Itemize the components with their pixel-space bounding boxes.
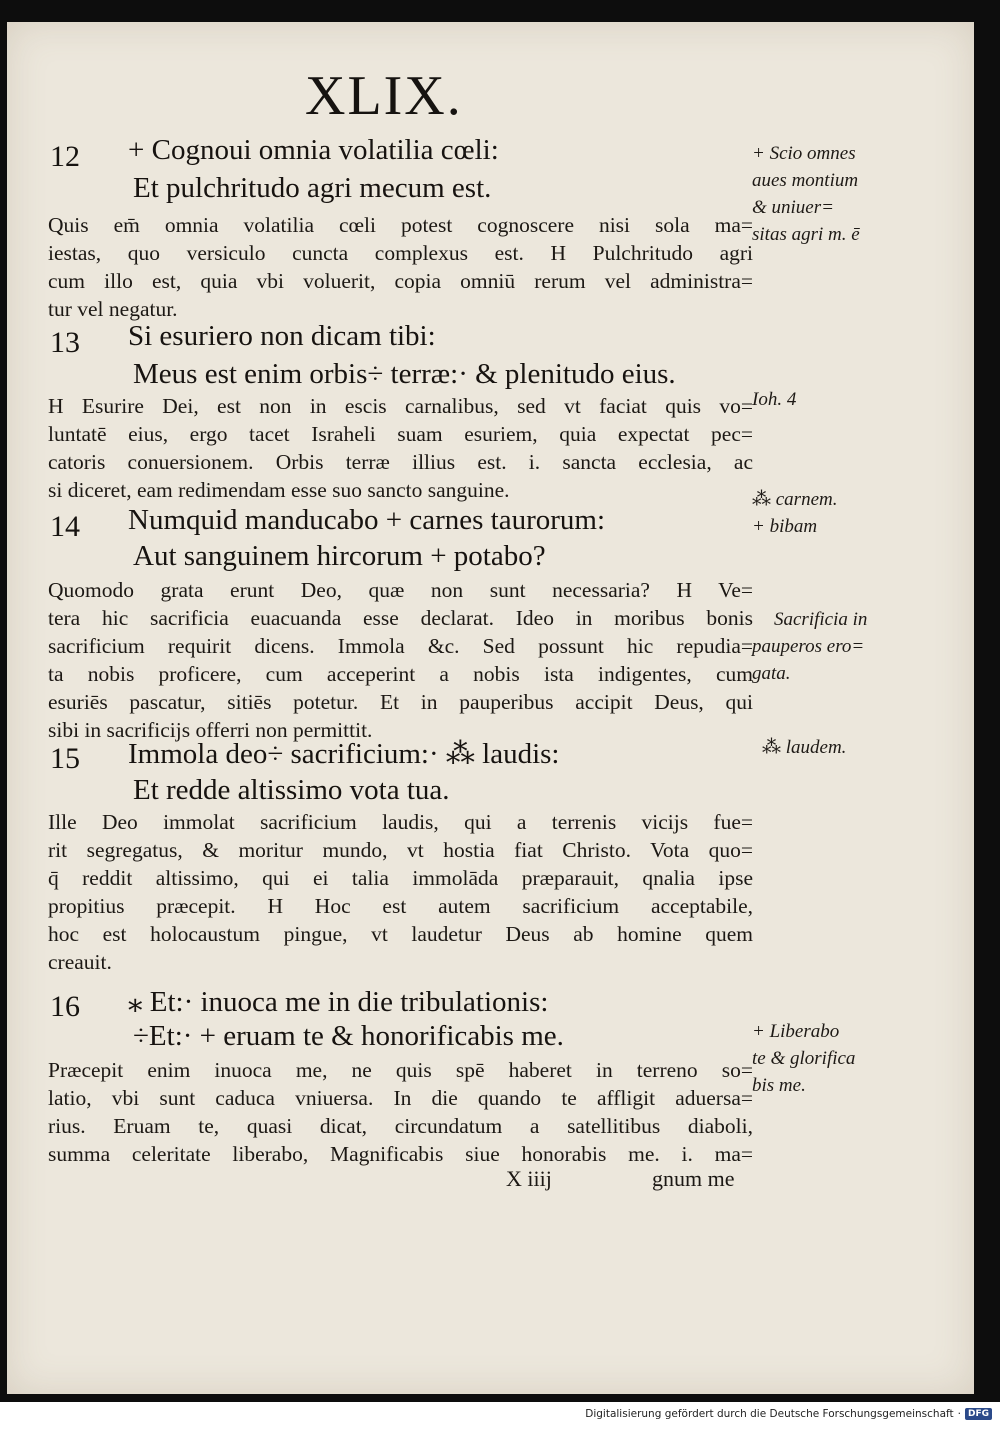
verse-line: Aut sanguinem hircorum + potabo? bbox=[133, 540, 546, 572]
catchword: gnum me bbox=[652, 1166, 735, 1191]
commentary-line: catoris conuersionem. Orbis terræ illius est. i. sancta ecclesia, ac bbox=[48, 450, 753, 474]
verse-number: 13 bbox=[50, 326, 80, 359]
commentary-line: esuriēs pascatur, sitiēs potetur. Et in pauperibus accipit Deus, qui bbox=[48, 690, 753, 714]
verse-number: 12 bbox=[50, 140, 80, 173]
credit-separator: · bbox=[957, 1408, 961, 1420]
commentary-line: rit segregatus, & moritur mundo, vt hostia fiat Christo. Vota quo= bbox=[48, 838, 753, 862]
marginal-line: pauperos ero= bbox=[752, 636, 865, 657]
marginal-line: aues montium bbox=[752, 170, 859, 191]
marginal-line: + bibam bbox=[752, 516, 818, 537]
commentary-line: Quis em̄ omnia volatilia cœli potest cognoscere nisi sola ma= bbox=[48, 213, 753, 237]
marginal-note bbox=[752, 140, 902, 248]
commentary-line: cum illo est, quia vbi voluerit, copia omniū rerum vel administra= bbox=[48, 269, 753, 293]
verse-line: ⁎ Et:· inuoca me in die tribulationis: bbox=[128, 986, 549, 1018]
marginal-line: + Scio omnes bbox=[752, 143, 856, 164]
marginal-line: + Liberabo bbox=[752, 1021, 840, 1042]
marginal-line: te & glorifica bbox=[752, 1048, 856, 1069]
commentary-line: rius. Eruam te, quasi dicat, circundatum a satellitibus diaboli, bbox=[48, 1114, 753, 1138]
verse-line: Si esuriero non dicam tibi: bbox=[128, 320, 436, 352]
marginal-note bbox=[752, 386, 902, 413]
marginal-line: Ioh. 4 bbox=[752, 389, 797, 410]
folio-number: XLIX. bbox=[305, 65, 463, 127]
verse-line: Numquid manducabo + carnes taurorum: bbox=[128, 504, 605, 536]
commentary-line: si diceret, eam redimendam esse suo sancto sanguine. bbox=[48, 478, 510, 502]
verse-number: 15 bbox=[50, 742, 80, 775]
commentary-line: summa celeritate liberabo, Magnificabis siue honorabis me. i. ma= bbox=[48, 1142, 753, 1166]
marginal-line: bis me. bbox=[752, 1075, 806, 1096]
marginal-note bbox=[752, 1018, 902, 1099]
verse-line: Et pulchritudo agri mecum est. bbox=[133, 172, 492, 204]
commentary-block bbox=[48, 808, 753, 976]
marginal-note bbox=[752, 486, 902, 687]
marginal-line: Sacrificia in bbox=[774, 609, 868, 630]
marginal-line: sitas agri m. ē bbox=[752, 224, 860, 245]
commentary-line: tera hic sacrificia euacuanda esse declarat. Ideo in moribus bonis bbox=[48, 606, 753, 630]
commentary-line: propitius præcepit. H Hoc est autem sacrificium acceptabile, bbox=[48, 894, 753, 918]
marginal-line: ⁂ laudem. bbox=[762, 737, 847, 758]
commentary-line: ta nobis proficere, cum acceperint a nobis ista indigentes, cum bbox=[48, 662, 753, 686]
commentary-line: q̄ reddit altissimo, qui ei talia immolāda præparauit, qnalia ipse bbox=[48, 866, 753, 890]
verse-number: 14 bbox=[50, 510, 80, 543]
commentary-line: Quomodo grata erunt Deo, quæ non sunt necessaria? H Ve= bbox=[48, 578, 753, 602]
commentary-line: sacrificium requirit dicens. Immola &c. Sed possunt hic repudia= bbox=[48, 634, 753, 658]
commentary-line: tur vel negatur. bbox=[48, 297, 178, 321]
commentary-block bbox=[48, 211, 753, 323]
commentary-line: Præcepit enim inuoca me, ne quis spē haberet in terreno so= bbox=[48, 1058, 753, 1082]
commentary-line: H Esurire Dei, est non in escis carnalibus, sed vt faciat quis vo= bbox=[48, 394, 753, 418]
verse-line: + Cognoui omnia volatilia cœli: bbox=[128, 134, 499, 166]
verse-line: Meus est enim orbis÷ terræ:· & plenitudo eius. bbox=[133, 358, 676, 390]
digitization-credit bbox=[585, 1408, 992, 1420]
signature-mark: X iiij bbox=[506, 1166, 552, 1191]
commentary-block bbox=[48, 392, 753, 504]
marginal-line: gata. bbox=[752, 663, 791, 684]
commentary-line: sibi in sacrificijs offerri non permittit. bbox=[48, 718, 373, 742]
marginal-line: & uniuer= bbox=[752, 197, 834, 218]
marginal-line: ⁂ carnem. bbox=[752, 489, 838, 510]
verse-line: Immola deo÷ sacrificium:· ⁂ laudis: bbox=[128, 738, 560, 770]
commentary-block bbox=[48, 576, 753, 744]
commentary-line: iestas, quo versiculo cuncta complexus est. H Pulchritudo agri bbox=[48, 241, 753, 265]
commentary-line: latio, vbi sunt caduca vniuersa. In die quando te affligit aduersa= bbox=[48, 1086, 753, 1110]
verse-line: ÷Et:· + eruam te & honorificabis me. bbox=[133, 1020, 564, 1052]
credit-text: Digitalisierung gefördert durch die Deutsche Forschungsgemeinschaft bbox=[585, 1408, 954, 1420]
commentary-line: Ille Deo immolat sacrificium laudis, qui a terrenis vicijs fue= bbox=[48, 810, 753, 834]
verse-line: Et redde altissimo vota tua. bbox=[133, 774, 450, 806]
commentary-line: hoc est holocaustum pingue, vt laudetur Deus ab homine quem bbox=[48, 922, 753, 946]
commentary-line: creauit. bbox=[48, 950, 112, 974]
verse-number: 16 bbox=[50, 990, 80, 1023]
commentary-line: luntatē eius, ergo tacet Israheli suam esuriem, quia expectat pec= bbox=[48, 422, 753, 446]
dfg-logo-icon: DFG bbox=[965, 1408, 992, 1420]
marginal-note bbox=[752, 734, 902, 761]
commentary-block bbox=[48, 1056, 753, 1168]
